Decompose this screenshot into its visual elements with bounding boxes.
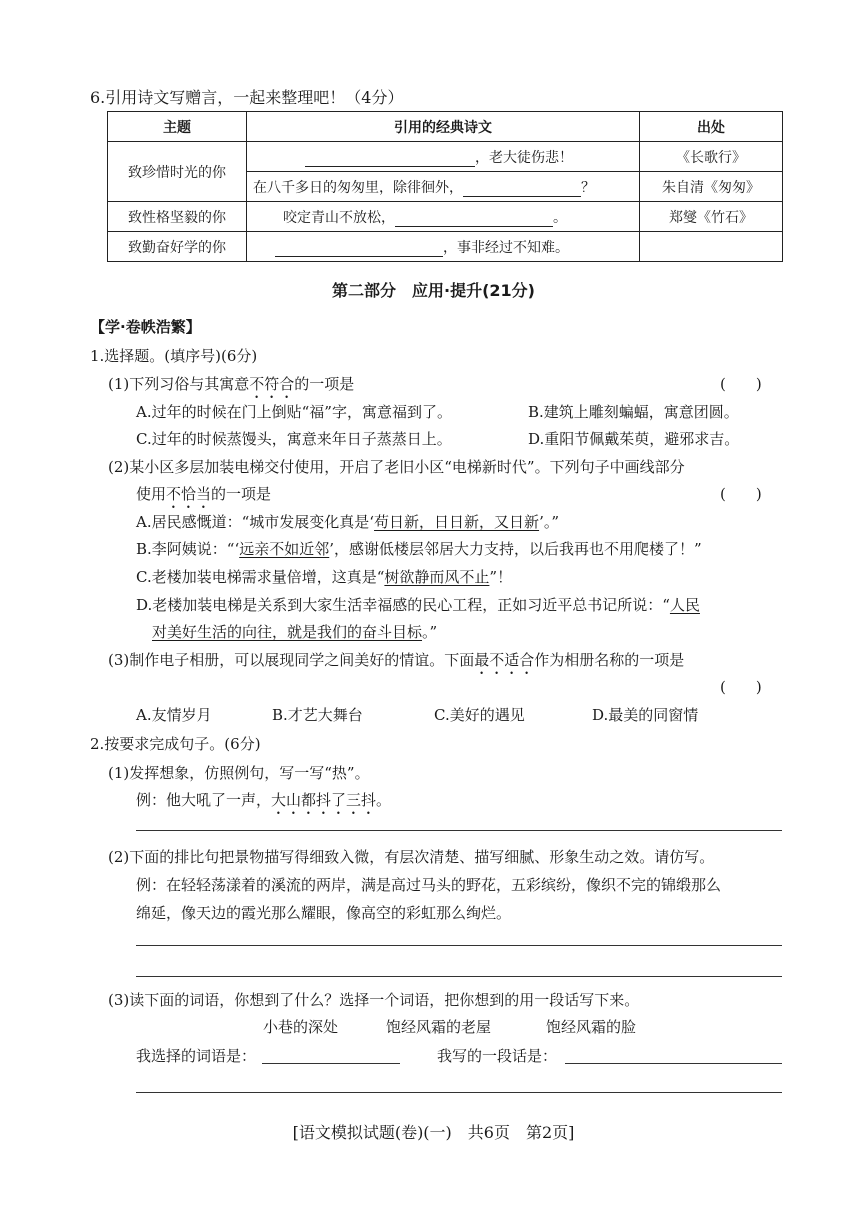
answer-line[interactable] bbox=[136, 1092, 782, 1093]
option-d bbox=[136, 594, 700, 615]
underlined-text: 对美好生活的向往，就是我们的奋斗目标 bbox=[152, 623, 423, 641]
q2-2-example-line2: 绵延，像天边的霞光那么耀眼，像高空的彩虹那么绚烂。 bbox=[136, 904, 512, 922]
source-cell: 朱自清《匆匆》 bbox=[640, 172, 783, 202]
example-text: 。 bbox=[376, 791, 392, 809]
choice-blank[interactable] bbox=[262, 1063, 400, 1064]
option-text: D.老楼加装电梯是关系到大家生活幸福感的民心工程，正如习近平总书记所说：“ bbox=[136, 596, 670, 614]
option-text: 。” bbox=[422, 623, 438, 641]
quote-text: 。 bbox=[553, 209, 567, 226]
q2-2-example-line1: 例：在轻轻荡漾着的溪流的两岸，满是高过马头的野花，五彩缤纷，像织不完的锦缎那么 bbox=[136, 876, 722, 894]
answer-blank[interactable] bbox=[463, 182, 581, 197]
option-text: C.老楼加装电梯需求量倍增，这真是“ bbox=[136, 568, 385, 586]
option-text: B.李阿姨说：“‘ bbox=[136, 540, 240, 558]
q1-2-stem-line1: (2)某小区多层加装电梯交付使用，开启了老旧小区“电梯新时代”。下列句子中画线部分 bbox=[108, 458, 685, 476]
option-b: B.建筑上雕刻蝙蝠，寓意团圆。 bbox=[528, 403, 739, 421]
option-text: ’。” bbox=[539, 513, 559, 531]
word-choice: 饱经风霜的老屋 bbox=[386, 1018, 492, 1036]
stem-text: (3)制作电子相册，可以展现同学之间美好的情谊。下面 bbox=[108, 651, 475, 669]
table-row bbox=[108, 232, 783, 262]
q2-3-stem: (3)读下面的词语，你想到了什么？选择一个词语，把你想到的用一段话写下来。 bbox=[108, 991, 640, 1009]
emphasis-text: 最不适合 bbox=[474, 651, 535, 669]
option-d: D.重阳节佩戴茱萸，避邪求吉。 bbox=[528, 430, 740, 448]
option-a bbox=[136, 511, 559, 532]
q1-title: 1.选择题。(填序号)(6分) bbox=[90, 347, 258, 365]
underlined-text: 树欲静而风不止 bbox=[384, 568, 490, 586]
quote-text: ，事非经过不知难。 bbox=[443, 239, 569, 256]
emphasis-text: 大山都抖了三抖 bbox=[271, 791, 377, 809]
q2-title: 2.按要求完成句子。(6分) bbox=[90, 735, 261, 753]
q1-3-stem bbox=[108, 649, 684, 678]
answer-line[interactable] bbox=[136, 976, 782, 977]
answer-blank[interactable] bbox=[305, 152, 475, 167]
q1-1-stem bbox=[108, 373, 354, 402]
stem-text: (1)下列习俗与其寓意 bbox=[108, 375, 250, 393]
q2-2-stem: (2)下面的排比句把景物描写得细致入微，有层次清楚、描写细腻、形象生动之效。请仿写。 bbox=[108, 848, 715, 866]
theme-cell: 致珍惜时光的你 bbox=[108, 142, 247, 202]
quote-text: ？ bbox=[581, 179, 595, 196]
quote-text: ，老大徒伤悲！ bbox=[475, 149, 573, 166]
emphasis-text: 不符合 bbox=[249, 375, 295, 393]
option-c: C.美好的遇见 bbox=[434, 706, 525, 724]
choice-label: 我选择的词语是： bbox=[136, 1047, 257, 1065]
stem-text: 的一项是 bbox=[211, 485, 272, 503]
header-theme: 主题 bbox=[108, 112, 247, 142]
emphasis-text: 不恰当 bbox=[166, 485, 212, 503]
q2-1-example bbox=[136, 789, 391, 818]
source-cell: 《长歌行》 bbox=[640, 142, 783, 172]
quote-cell bbox=[247, 232, 640, 262]
underlined-text: 人民 bbox=[669, 596, 700, 614]
option-c: C.过年的时候蒸馒头，寓意来年日子蒸蒸日上。 bbox=[136, 430, 452, 448]
answer-line[interactable] bbox=[136, 830, 782, 831]
section-label: 【学·卷帙浩繁】 bbox=[90, 318, 201, 336]
source-cell bbox=[640, 232, 783, 262]
quote-table bbox=[107, 111, 783, 262]
option-a: A.友情岁月 bbox=[136, 706, 212, 724]
quote-cell bbox=[247, 172, 640, 202]
option-d-cont bbox=[152, 621, 437, 642]
page-footer: [语文模拟试题(卷)(一) 共6页 第2页] bbox=[292, 1123, 575, 1142]
answer-blank[interactable] bbox=[275, 242, 443, 257]
word-choice: 饱经风霜的脸 bbox=[546, 1018, 637, 1036]
word-choice: 小巷的深处 bbox=[263, 1018, 339, 1036]
stem-text: 作为相册名称的一项是 bbox=[534, 651, 685, 669]
table-header-row bbox=[108, 112, 783, 142]
theme-cell: 致性格坚毅的你 bbox=[108, 202, 247, 232]
answer-paren[interactable]: ( ) bbox=[720, 375, 762, 393]
quote-cell bbox=[247, 142, 640, 172]
example-text: 例：他大吼了一声， bbox=[136, 791, 272, 809]
paragraph-label: 我写的一段话是： bbox=[437, 1047, 558, 1065]
option-d: D.最美的同窗情 bbox=[592, 706, 699, 724]
stem-text: 使用 bbox=[136, 485, 167, 503]
table-row bbox=[108, 142, 783, 172]
q1-2-stem-line2 bbox=[136, 483, 271, 512]
option-text: ’，感谢低楼层邻居大力支持，以后我再也不用爬楼了！” bbox=[329, 540, 702, 558]
answer-paren[interactable]: ( ) bbox=[720, 678, 762, 696]
underlined-text: 远亲不如近邻 bbox=[239, 540, 330, 558]
option-c bbox=[136, 566, 512, 587]
option-text: A.居民感慨道：“城市发展变化真是‘ bbox=[136, 513, 375, 531]
part-two-title: 第二部分 应用·提升(21分) bbox=[332, 281, 535, 300]
stem-text: 的一项是 bbox=[294, 375, 355, 393]
answer-line[interactable] bbox=[136, 945, 782, 946]
source-cell: 郑燮《竹石》 bbox=[640, 202, 783, 232]
header-source: 出处 bbox=[640, 112, 783, 142]
q2-1-stem: (1)发挥想象，仿照例句，写一写“热”。 bbox=[108, 764, 370, 782]
quote-text: 咬定青山不放松， bbox=[283, 209, 395, 226]
option-b: B.才艺大舞台 bbox=[272, 706, 363, 724]
table-row bbox=[108, 202, 783, 232]
theme-cell: 致勤奋好学的你 bbox=[108, 232, 247, 262]
option-b bbox=[136, 538, 702, 559]
paragraph-blank[interactable] bbox=[565, 1063, 782, 1064]
header-quote: 引用的经典诗文 bbox=[247, 112, 640, 142]
quote-cell bbox=[247, 202, 640, 232]
answer-blank[interactable] bbox=[395, 212, 553, 227]
answer-paren[interactable]: ( ) bbox=[720, 485, 762, 503]
option-text: ”！ bbox=[489, 568, 513, 586]
option-a: A.过年的时候在门上倒贴“福”字，寓意福到了。 bbox=[136, 403, 452, 421]
underlined-text: 苟日新，日日新，又日新 bbox=[374, 513, 540, 531]
question-6-title: 6.引用诗文写赠言，一起来整理吧！（4分） bbox=[90, 88, 404, 107]
quote-text: 在八千多日的匆匆里，除徘徊外， bbox=[253, 179, 463, 196]
